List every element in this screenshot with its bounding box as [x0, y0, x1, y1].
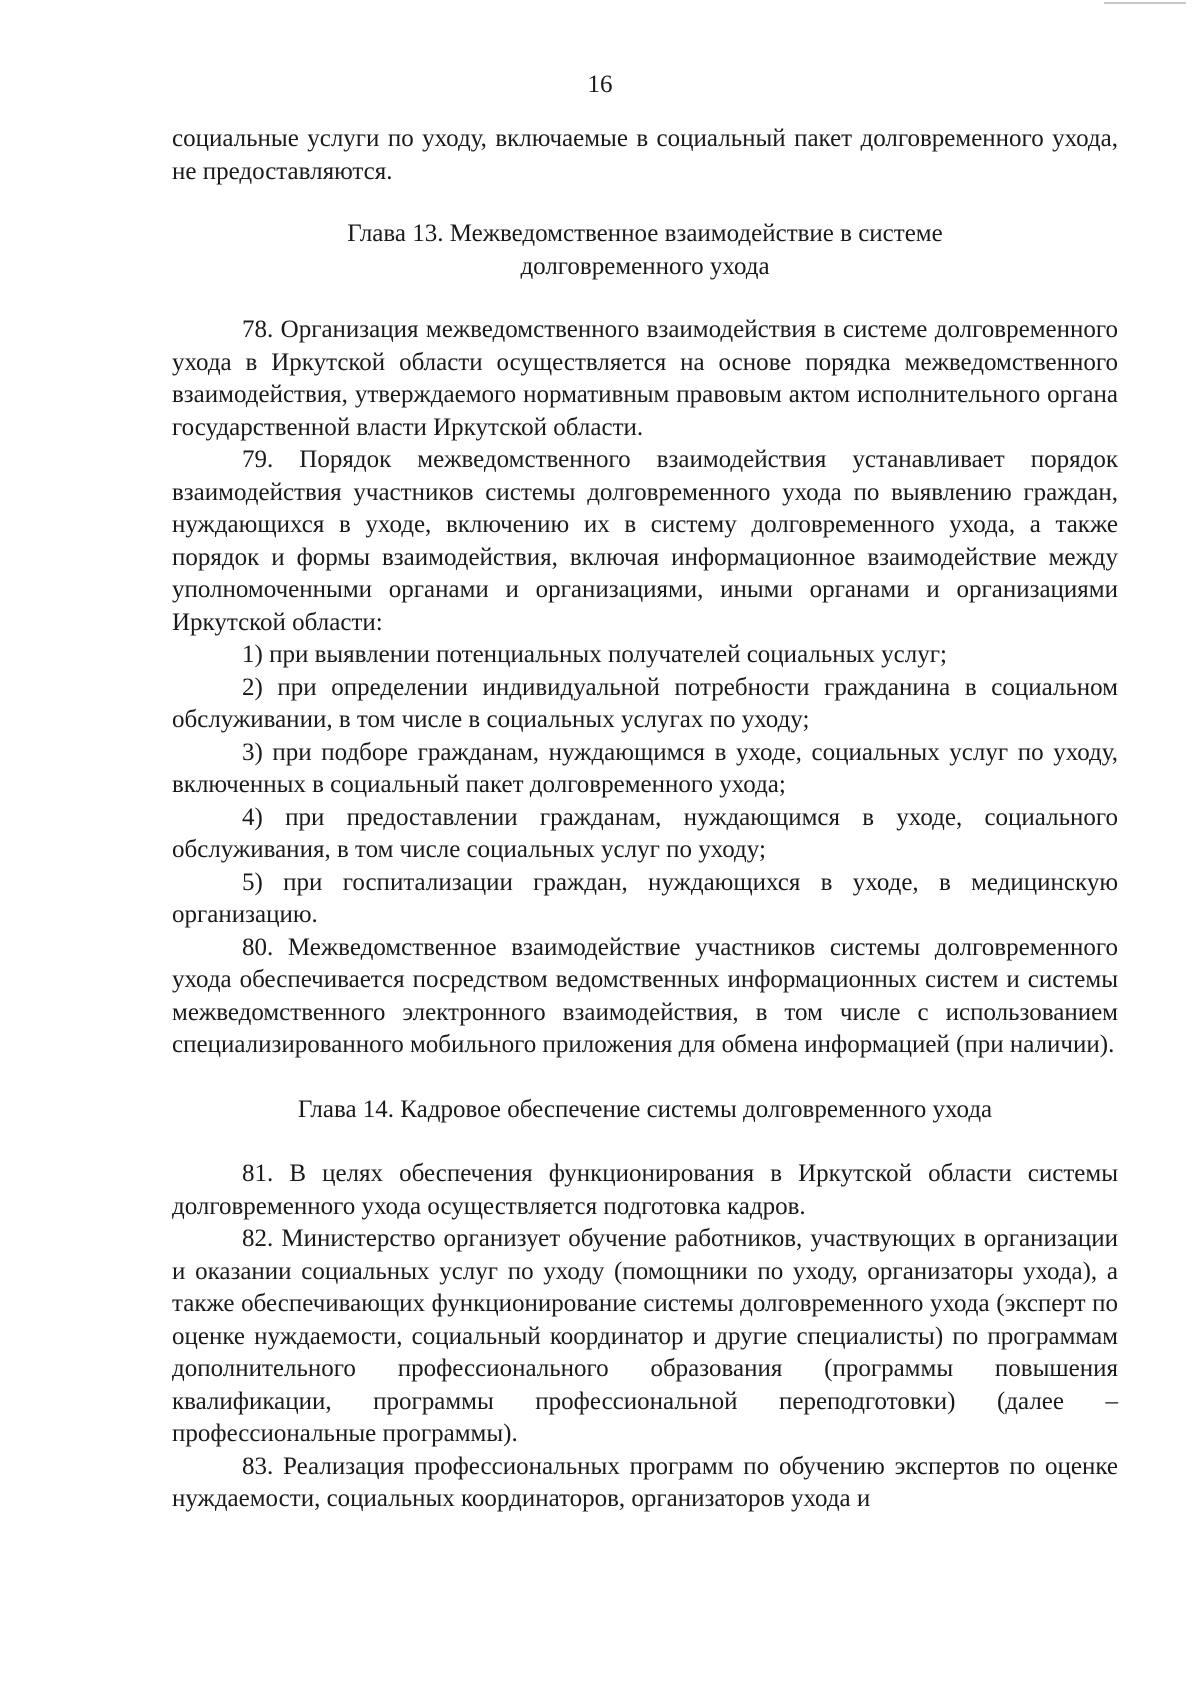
- chapter-13-heading-line-1: Глава 13. Межведомственное взаимодействие в системе: [347, 220, 943, 247]
- list-item-2: 2) при определении индивидуальной потребности гражданина в социальном обслуживании, в том числе в социальных услугах по уходу;: [172, 673, 1118, 733]
- paragraph-79: 79. Порядок межведомственного взаимодействия устанавливает порядок взаимодействия участников системы долговременного ухода по выявлению граждан, нуждающихся в уходе, включению их в систему долговременного ухода, а также порядок и формы взаимодействия, включая информационное взаимодействие между уполномоченными органами и организациями, иными органами и организациями Иркутской области:: [172, 446, 1118, 636]
- document-body: [172, 123, 1118, 1516]
- list-item-3: 3) при подборе гражданам, нуждающимся в уходе, социальных услуг по уходу, включенных в социальный пакет долговременного ухода;: [172, 738, 1118, 798]
- scan-edge-mark: [1104, 2, 1186, 4]
- chapter-14-heading: Глава 14. Кадровое обеспечение системы долговременного ухода: [297, 1095, 993, 1123]
- chapter-13-body: [172, 314, 1118, 1062]
- page-number: 16: [587, 71, 613, 98]
- paragraph-82: 82. Министерство организует обучение работников, участвующих в организации и оказании социальных услуг по уходу (помощники по уходу, организаторы ухода), а также обеспечивающих функционирование системы долговременного ухода (эксперт по оценке нуждаемости, социальный координатор и другие специалисты) по программам дополнительного профессионального образования (программы повышения квалификации, программы профессиональной переподготовки) (далее – профессиональные программы).: [172, 1225, 1118, 1447]
- paragraph-83: 83. Реализация профессиональных программ по обучению экспертов по оценке нуждаемости, социальных координаторов, организаторов ухода и: [172, 1452, 1118, 1512]
- list-item-4: 4) при предоставлении гражданам, нуждающимся в уходе, социального обслуживания, в том числе социальных услуг по уходу;: [172, 803, 1118, 863]
- chapter-13-heading: [172, 218, 1118, 283]
- paragraph-continuation: социальные услуги по уходу, включаемые в социальный пакет долговременного ухода, не предоставляются.: [172, 125, 1118, 185]
- chapter-14-body: [172, 1158, 1118, 1516]
- chapter-13-heading-line-2: долговременного ухода: [520, 252, 770, 280]
- paragraph-78: 78. Организация межведомственного взаимодействия в системе долговременного ухода в Иркутской области осуществляется на основе порядка межведомственного взаимодействия, утверждаемого нормативным правовым актом исполнительного органа государственной власти Иркутской области.: [172, 316, 1118, 441]
- paragraph-81: 81. В целях обеспечения функционирования в Иркутской области системы долговременного ухода осуществляется подготовка кадров.: [172, 1160, 1118, 1220]
- list-item-5: 5) при госпитализации граждан, нуждающихся в уходе, в медицинскую организацию.: [172, 868, 1118, 928]
- paragraph-80: 80. Межведомственное взаимодействие участников системы долговременного ухода обеспечивается посредством ведомственных информационных систем и системы межведомственного электронного взаимодействия, в том числе с использованием специализированного мобильного приложения для обмена информацией (при наличии).: [172, 933, 1118, 1058]
- list-item-1: 1) при выявлении потенциальных получателей социальных услуг;: [242, 641, 947, 668]
